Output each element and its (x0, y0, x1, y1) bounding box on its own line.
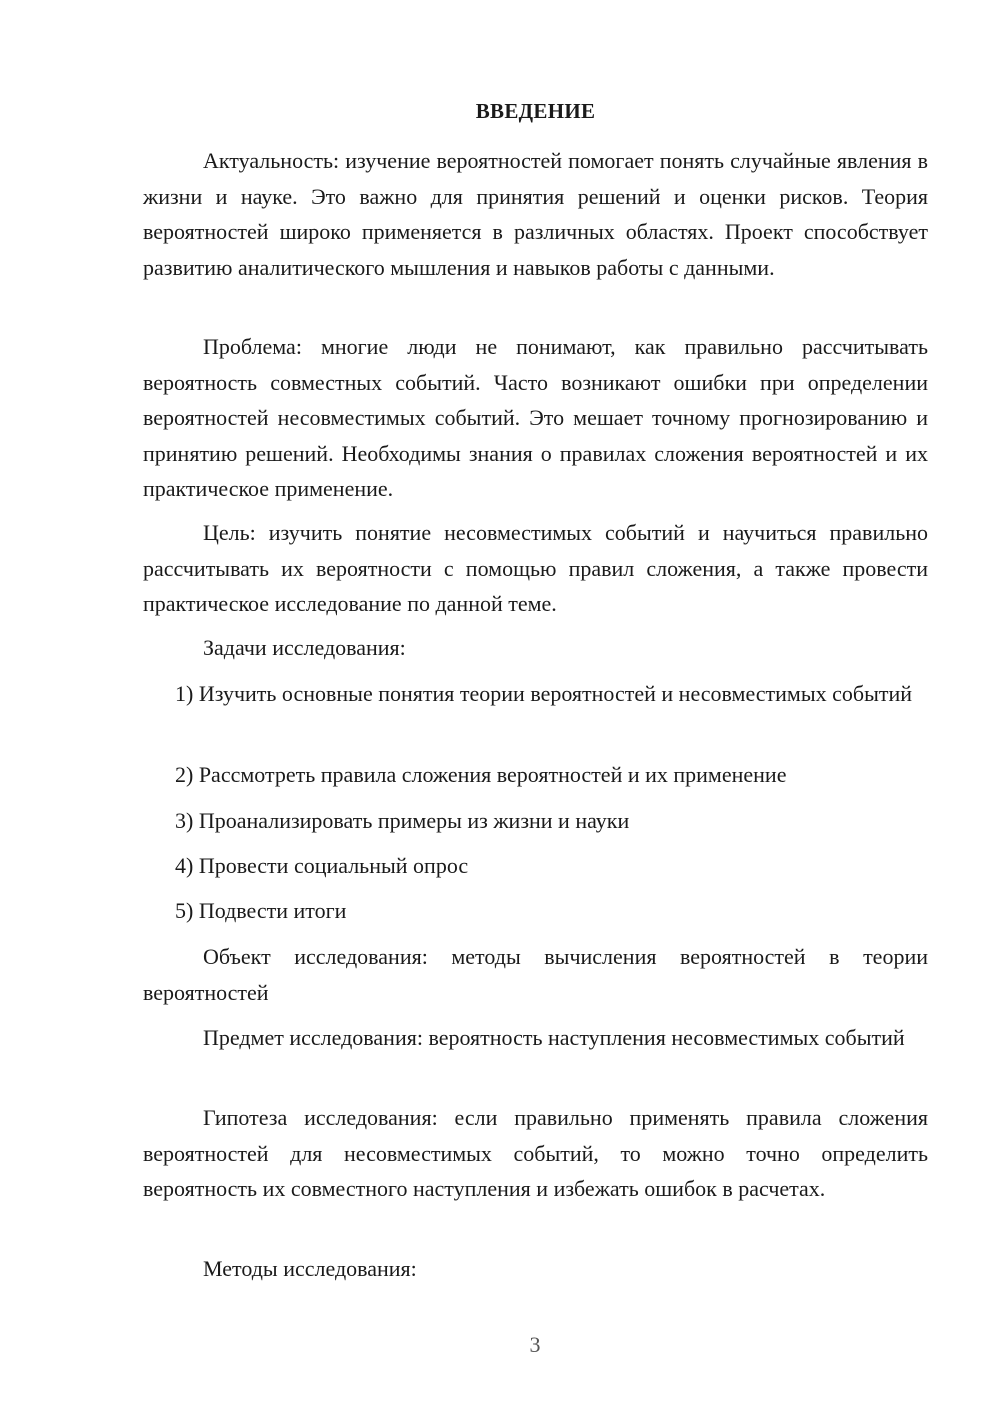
paragraph-problem: Проблема: многие люди не понимают, как правильно рассчитывать вероятность совместных событий. Часто возникают ошибки при определении вероятностей несовместимых событий. Это мешает точному прогнозированию и принятию решений. Необходимы знания о правилах сложения вероятностей и их практическое применение. (143, 334, 928, 501)
paragraph-goal: Цель: изучить понятие несовместимых событий и научиться правильно рассчитывать их вероятности с помощью правил сложения, а также провести практическое исследование по данной теме. (143, 520, 928, 616)
section-heading: ВВЕДЕНИЕ (475, 99, 596, 123)
task-item-5: 5) Подвести итоги (175, 898, 347, 923)
task-item-2: 2) Рассмотреть правила сложения вероятностей и их применение (175, 762, 787, 787)
tasks-heading: Задачи исследования: (203, 635, 406, 660)
paragraph-actuality: Актуальность: изучение вероятностей помогает понять случайные явления в жизни и науке. Это важно для принятия решений и оценки рисков. Теория вероятностей широко применяется в различных областях. Проект способствует развитию аналитического мышления и навыков работы с данными. (143, 148, 928, 280)
paragraph-subject: Предмет исследования: вероятность наступления несовместимых событий (203, 1025, 905, 1050)
task-item-3: 3) Проанализировать примеры из жизни и науки (175, 808, 630, 833)
page-number: 3 (529, 1332, 541, 1357)
paragraph-hypothesis: Гипотеза исследования: если правильно применять правила сложения вероятностей для несовместимых событий, то можно точно определить вероятность их совместного наступления и избежать ошибок в расчетах. (143, 1105, 928, 1201)
task-item-1: 1) Изучить основные понятия теории вероятностей и несовместимых событий (175, 681, 913, 706)
task-item-4: 4) Провести социальный опрос (175, 853, 469, 878)
paragraph-object: Объект исследования: методы вычисления вероятностей в теории вероятностей (143, 944, 928, 1005)
methods-heading: Методы исследования: (203, 1256, 417, 1281)
